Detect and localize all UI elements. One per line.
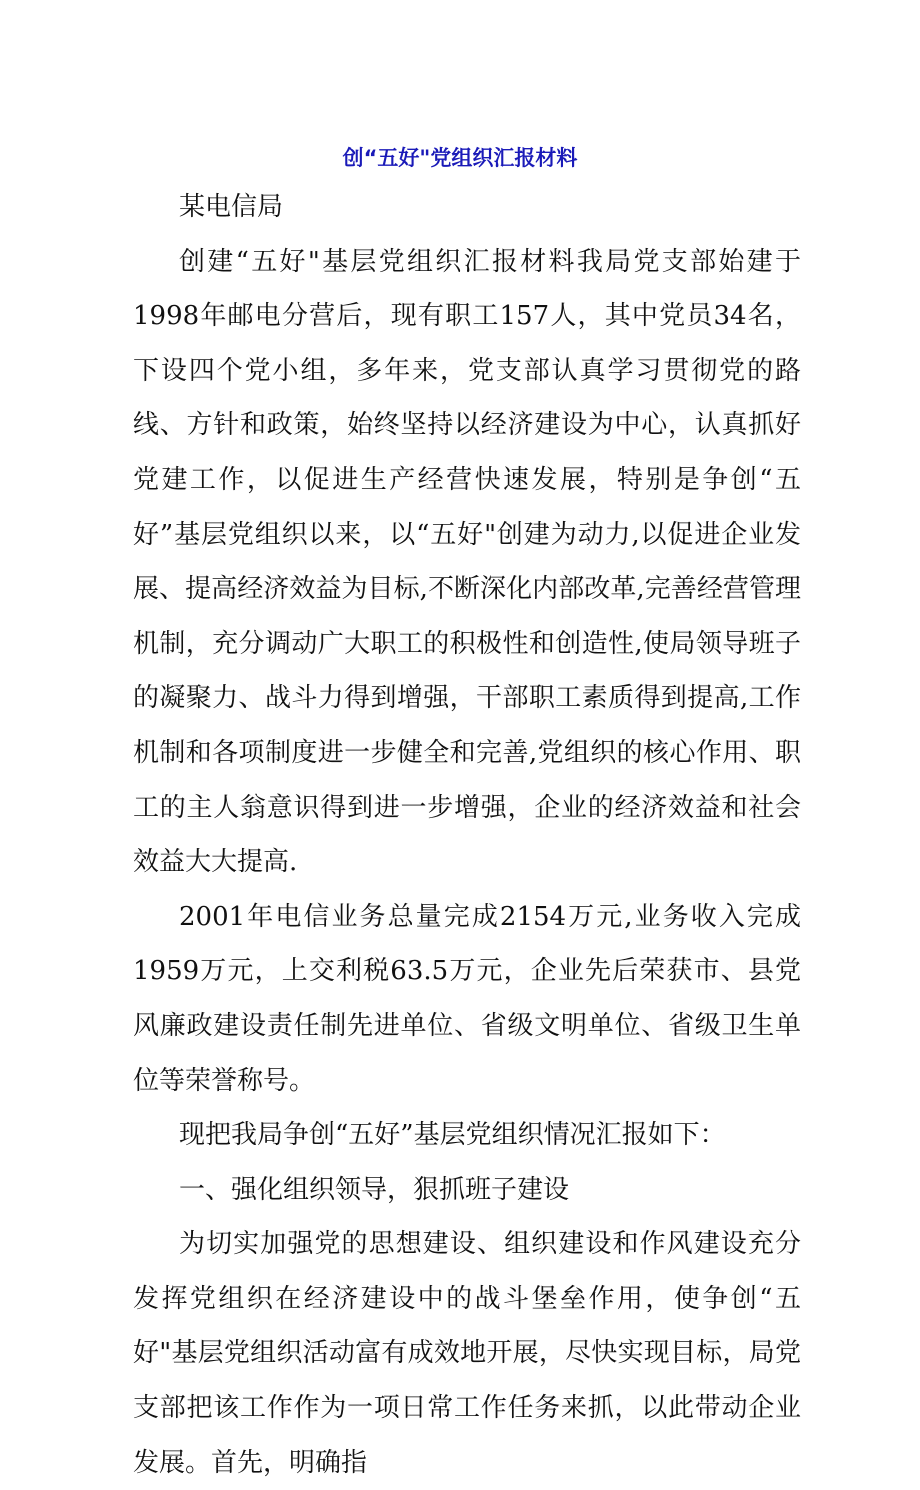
paragraph-results: 2001年电信业务总量完成2154万元,业务收入完成1959万元，上交利税63.5万元，企业先后荣获市、县党风廉政建设责任制先进单位、省级文明单位、省级卫生单位等荣誉称号。	[133, 901, 801, 1096]
paragraph-intro: 创建“五好"基层党组织汇报材料我局党支部始建于1998年邮电分营后，现有职工157人，其中党员34名，下设四个党小组，多年来，党支部认真学习贯彻党的路线、方针和政策，始终坚持以经济建设为中心，认真抓好党建工作，以促进生产经营快速发展，特别是争创“五好”基层党组织以来，以“五好"创建为动力,以促进企业发展、提高经济效益为目标,不断深化内部改革,完善经营管理机制，充分调动广大职工的积极性和创造性,使局领导班子的凝聚力、战斗力得到增强，干部职工素质得到提高,工作机制和各项制度进一步健全和完善,党组织的核心作用、职工的主人翁意识得到进一步增强，企业的经济效益和社会效益大大提高.	[133, 246, 801, 878]
paragraph-report-lead: 现把我局争创“五好”基层党组织情况汇报如下：	[179, 1120, 726, 1151]
document-body	[133, 180, 801, 1490]
section-heading-1: 一、强化组织领导，狠抓班子建设	[179, 1174, 570, 1205]
paragraph-author: 某电信局	[179, 192, 284, 222]
paragraph-section-1: 为切实加强党的思想建设、组织建设和作风建设充分发挥党组织在经济建设中的战斗堡垒作用，使争创“五好"基层党组织活动富有成效地开展，尽快实现目标，局党支部把该工作作为一项日常工作任务来抓，以此带动企业发展。首先，明确指	[133, 1229, 801, 1478]
document-title: 创“五好"党组织汇报材料	[342, 146, 578, 170]
